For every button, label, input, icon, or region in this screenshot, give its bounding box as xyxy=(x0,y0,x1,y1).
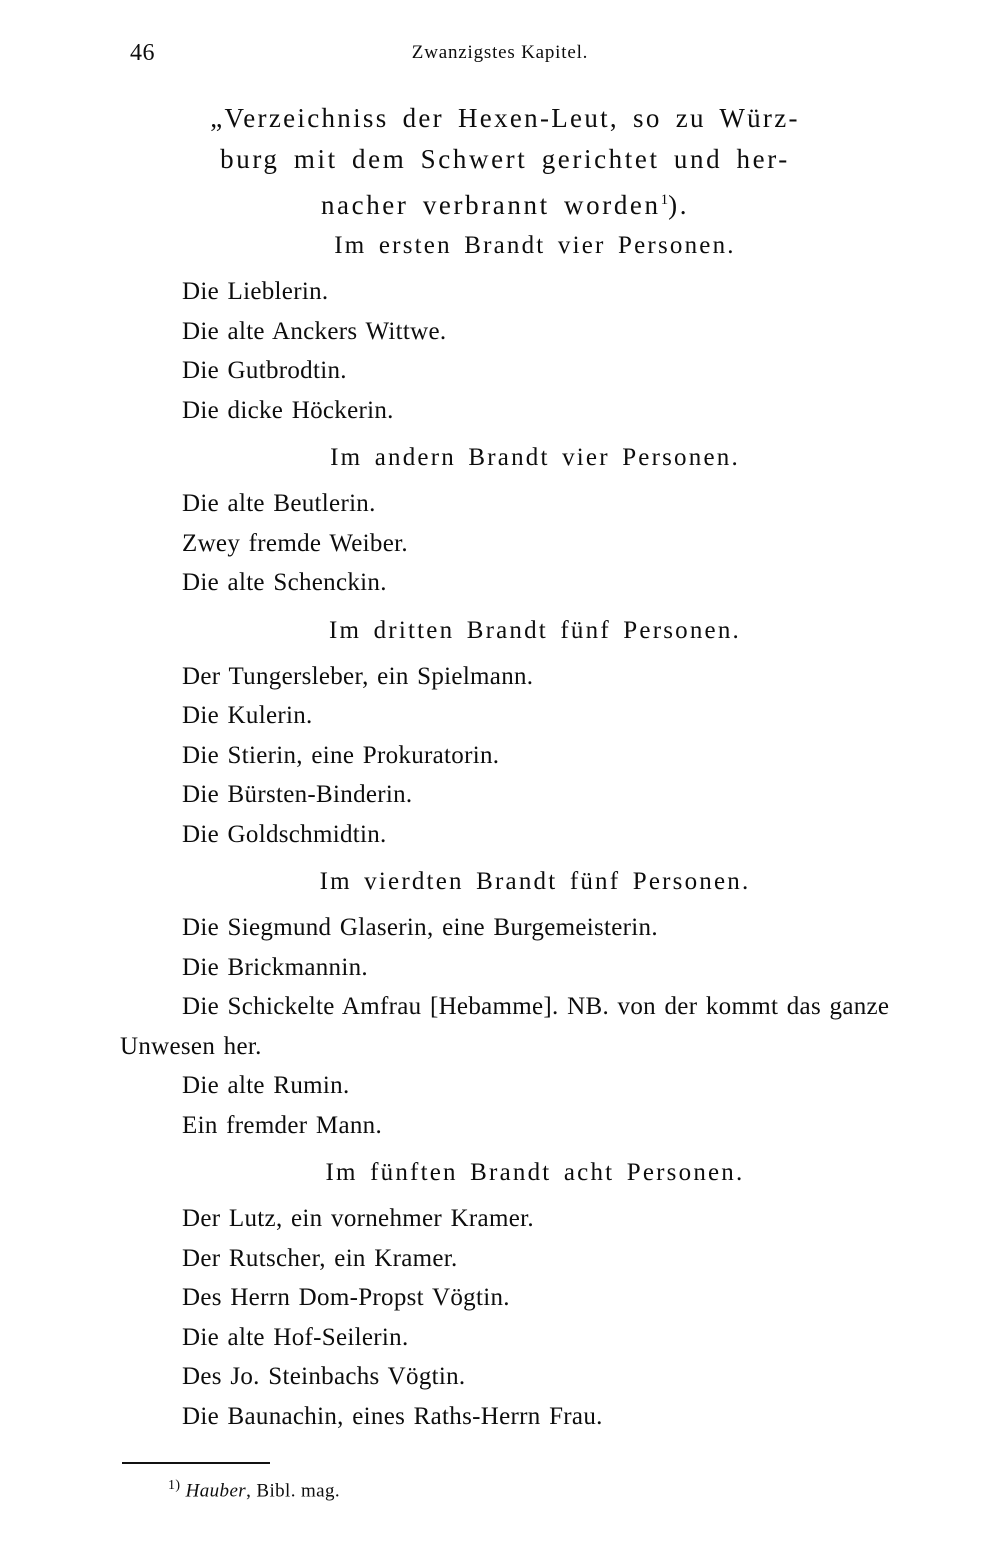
footnote xyxy=(168,1478,340,1502)
list-item: Die Stierin, eine Prokuratorin. xyxy=(182,741,500,769)
list-item: Die Brickmannin. xyxy=(182,953,368,981)
list-item: Die alte Beutlerin. xyxy=(182,490,376,517)
section-heading: Im vierdten Brandt fünf Personen. xyxy=(319,868,751,895)
list-item: Der Rutscher, ein Kramer. xyxy=(182,1244,458,1272)
running-head xyxy=(0,40,1000,70)
title-line-1: „Verzeichniss der Hexen-Leut, so zu Würz- xyxy=(210,103,800,133)
list-item: Die alte Schenckin. xyxy=(182,569,387,596)
list-item: Die alte Rumin. xyxy=(182,1072,350,1099)
footnote-text: , Bibl. mag. xyxy=(246,1480,341,1502)
list-item: Der Tungersleber, ein Spielmann. xyxy=(182,662,534,690)
list-item: Die Gutbrodtin. xyxy=(182,357,347,384)
list-item: Die Kulerin. xyxy=(182,702,313,729)
page-title xyxy=(110,98,900,226)
chapter-title: Zwanzigstes Kapitel. xyxy=(411,42,589,63)
section-heading: Im ersten Brandt vier Personen. xyxy=(334,232,736,259)
list-item: Zwey fremde Weiber. xyxy=(182,529,408,557)
list-item: Die Bürsten-Binderin. xyxy=(182,781,413,808)
list-item: Des Herrn Dom-Propst Vögtin. xyxy=(182,1284,510,1311)
footnote-separator xyxy=(122,1462,270,1464)
list-item: Die Schickelte Amfrau [Hebamme]. NB. von der kommt das ganze Unwesen her. xyxy=(120,993,890,1060)
page-number: 46 xyxy=(130,40,155,66)
list-item: Die alte Hof-Seilerin. xyxy=(182,1323,409,1351)
document-body xyxy=(120,232,950,1436)
footnote-author: Hauber xyxy=(185,1480,247,1502)
title-line-3-tail: ). xyxy=(668,190,690,220)
title-line-3-text: nacher verbrannt worden xyxy=(320,190,661,220)
list-item: Die dicke Höckerin. xyxy=(182,396,394,424)
list-item: Ein fremder Mann. xyxy=(182,1111,383,1139)
list-item: Die Baunachin, eines Raths-Herrn Frau. xyxy=(182,1402,603,1430)
list-item: Die Goldschmidtin. xyxy=(182,820,387,848)
footnote-reference: 1 xyxy=(660,192,669,208)
section-heading: Im andern Brandt vier Personen. xyxy=(330,444,740,471)
footnote-marker: 1) xyxy=(168,1478,181,1493)
list-item: Des Jo. Steinbachs Vögtin. xyxy=(182,1363,466,1390)
title-line-3 xyxy=(110,180,900,226)
list-item: Der Lutz, ein vornehmer Kramer. xyxy=(182,1205,534,1232)
section-heading: Im dritten Brandt fünf Personen. xyxy=(328,616,742,644)
list-item: Die alte Anckers Wittwe. xyxy=(182,317,447,345)
list-item: Die Lieblerin. xyxy=(182,278,329,305)
list-item: Die Siegmund Glaserin, eine Burgemeisterin. xyxy=(182,914,658,941)
title-line-2: burg mit dem Schwert gerichtet und her- xyxy=(220,144,790,174)
section-heading: Im fünften Brandt acht Personen. xyxy=(325,1159,745,1186)
